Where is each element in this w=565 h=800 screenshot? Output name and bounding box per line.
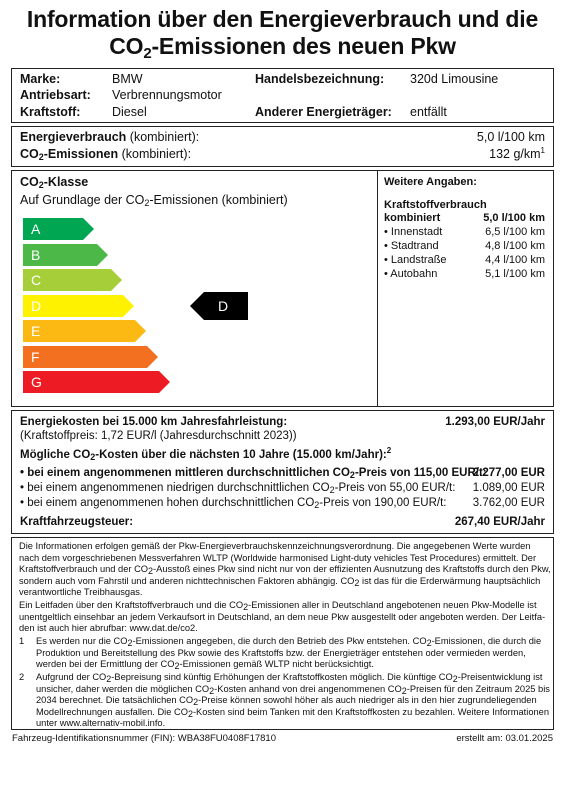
co2-emission-value: 132 $g/km^1$: [489, 146, 545, 161]
class-bar-label: G: [31, 374, 42, 390]
kraftstoff-label: Kraftstoff:: [20, 105, 81, 119]
co2-cost-mittel-value: 2.277,00 EUR: [472, 467, 545, 479]
antrieb-value: Verbrennungsmotor: [112, 88, 222, 102]
detail-item-label: • Landstraße: [384, 254, 447, 266]
class-bar-g: [23, 371, 171, 393]
current-class-marker: [190, 292, 248, 320]
class-bar-a: [23, 218, 95, 240]
co2-emission-label: CO2-Emissionen (kombiniert):: [20, 147, 192, 162]
co2-costs-heading: Mögliche CO2-Kosten über die nächsten 10 Jahre (15.000 km/Jahr):$^2$: [20, 446, 392, 462]
kombiniert-value: 5,0 l/100 km: [483, 212, 545, 224]
class-bar-label: D: [31, 297, 42, 314]
class-bar-label: A: [31, 221, 41, 237]
detail-item-value: 6,5 l/100 km: [485, 226, 545, 238]
detail-item-label: • Innenstadt: [384, 226, 443, 238]
consumption-box: [11, 126, 554, 167]
co2-cost-hoch-label: • bei einem angenommenen hohen durchschnittlichen CO2-Preis von 190,00 EUR/t:: [20, 497, 447, 510]
notes-paragraph-1: Die Informationen erfolgen gemäß der Pkw-Energieverbrauchskennzeichnungsverordnung. Die angegebenen Werte wurden nach dem vorgeschriebenen Messverfahren WLTP (Worldwide harmonised Light-duty vehicles Test Procedures) ermittelt. Der Kraftstoffverbrauch und der CO2-Ausstoß eines Pkw sind nicht nur von der effizienten Ausnutzung des Kraftstoffs durch den Pkw, sondern auch vom Fahrstil und anderen nichttechnischen Faktoren abhängig. CO2 ist das für die Erderwärmung hauptsächlich verantwortliche Treibhausgas.: [19, 541, 551, 598]
page-title: [0, 6, 565, 60]
created-date: erstellt am: 03.01.2025: [456, 733, 553, 744]
handel-value: 320d Limousine: [410, 72, 499, 86]
kraftstoff-value: Diesel: [112, 105, 147, 119]
verbrauch-value: 5,0 l/100 km: [476, 130, 545, 144]
class-bar-f: [23, 346, 159, 368]
fin-label: Fahrzeug-Identifikationsnummer (FIN): WBA38FU0408F17810: [12, 733, 277, 744]
class-bar-b: [23, 244, 109, 266]
vehicle-info-box: [11, 68, 554, 123]
costs-box: [11, 410, 554, 534]
class-bar-label: E: [31, 323, 41, 339]
column-divider: [377, 171, 378, 406]
class-bar-c: [23, 269, 123, 291]
class-bar-label: C: [31, 272, 42, 288]
footnote-2-number: 2: [19, 672, 25, 682]
detail-item-label: • Autobahn: [384, 268, 438, 280]
kraftstoffverbrauch-label: Kraftstoffverbrauch: [384, 199, 487, 211]
footnote-1-number: 1: [19, 636, 25, 646]
class-bar-d: [23, 295, 135, 317]
notes-paragraph-2: Ein Leitfaden über den Kraftstoffverbrauch und die CO2-Emissionen aller in Deutschland angebotenen neuen Pkw-Modelle ist unentgeltlich einsehbar an jedem Verkaufsort in Deutschland, an dem neue Pkw ausgestellt oder angeboten werden. Der Leitfa- den ist auch hier abrufbar: www.dat.de/co2.: [19, 600, 546, 634]
detail-item-value: 4,4 l/100 km: [485, 254, 545, 266]
footnote-2: Aufgrund der CO2-Bepreisung sind künftig Erhöhungen der Kraftstoffkosten möglich. Die künftige CO2-Preisentwicklung ist unsicher, daher werden die möglichen CO2-Kosten anhand von drei angenommenen CO2-Preisen für den Zeitraum 2025 bis 2034 berechnet. Die tatsächlichen CO2-Preise können sowohl höher als auch niedriger als in den hier zugrundeliegenden Modellrechnungen ausfallen. Die CO2-Kosten sind beim Tanken mit den Kraftstoffkosten zu bezahlen. Weitere Informationen unter www.alternativ-mobil.info.: [36, 672, 550, 729]
kombiniert-label: kombiniert: [384, 212, 441, 224]
marke-value: BMW: [112, 72, 143, 86]
antrieb-label: Antriebsart:: [20, 88, 91, 102]
title-line-2: $CO_2$-Emissionen des neuen Pkw: [109, 33, 456, 62]
kraftstoffpreis-note: (Kraftstoffpreis: 1,72 EUR/l (Jahresdurchschnitt 2023)): [20, 430, 297, 442]
kfz-steuer-label: Kraftfahrzeugsteuer:: [20, 516, 134, 528]
co2-cost-niedrig-label: • bei einem angenommenen niedrigen durchschnittlichen CO2-Preis von 55,00 EUR/t:: [20, 482, 456, 495]
title-line-1: Information über den Energieverbrauch und die: [26, 6, 539, 32]
verbrauch-label: Energieverbrauch (kombiniert):: [20, 130, 200, 144]
energietraeger-value: entfällt: [410, 105, 447, 119]
energiekosten-label: Energiekosten bei 15.000 km Jahresfahrleistung:: [20, 416, 288, 428]
class-bar-e: [23, 320, 147, 342]
co2-cost-mittel-label: • bei einem angenommenen mittleren durchschnittlichen CO2-Preis von 115,00 EUR/t:: [20, 467, 487, 480]
class-bar-label: F: [31, 348, 40, 365]
marke-label: Marke:: [20, 72, 61, 86]
co2-cost-niedrig-value: 1.089,00 EUR: [472, 482, 545, 494]
footnote-1: Es werden nur die CO2-Emissionen angegeben, die durch den Betrieb des Pkw entstehen. CO2-Emissionen, die durch die Produktion und Bereitstellung des Pkw sowie des Kraftstoffs bzw. der Energieträger entstehen oder vermieden werden, werden bei der Ermittlung der CO2-Emissionen gemäß WLTP nicht berücksichtigt.: [36, 636, 542, 672]
kfz-steuer-value: 267,40 EUR/Jahr: [454, 516, 545, 528]
weitere-angaben-heading: Weitere Angaben:: [384, 176, 477, 188]
detail-item-label: • Stadtrand: [384, 240, 439, 252]
detail-item-value: 4,8 l/100 km: [485, 240, 545, 252]
current-class-label: D: [217, 297, 229, 314]
co2-class-box: [11, 170, 554, 407]
energietraeger-label: Anderer Energieträger:: [255, 105, 392, 119]
energiekosten-value: 1.293,00 EUR/Jahr: [445, 416, 545, 428]
co2-class-heading: CO2-Klasse: [20, 175, 89, 190]
legal-notes-box: [11, 537, 554, 730]
detail-item-value: 5,1 l/100 km: [485, 268, 545, 280]
class-bar-label: B: [31, 246, 41, 263]
co2-cost-hoch-value: 3.762,00 EUR: [472, 497, 545, 509]
handel-label: Handelsbezeichnung:: [255, 72, 385, 86]
co2-class-basis: Auf Grundlage der CO2-Emissionen (kombiniert): [20, 193, 288, 208]
